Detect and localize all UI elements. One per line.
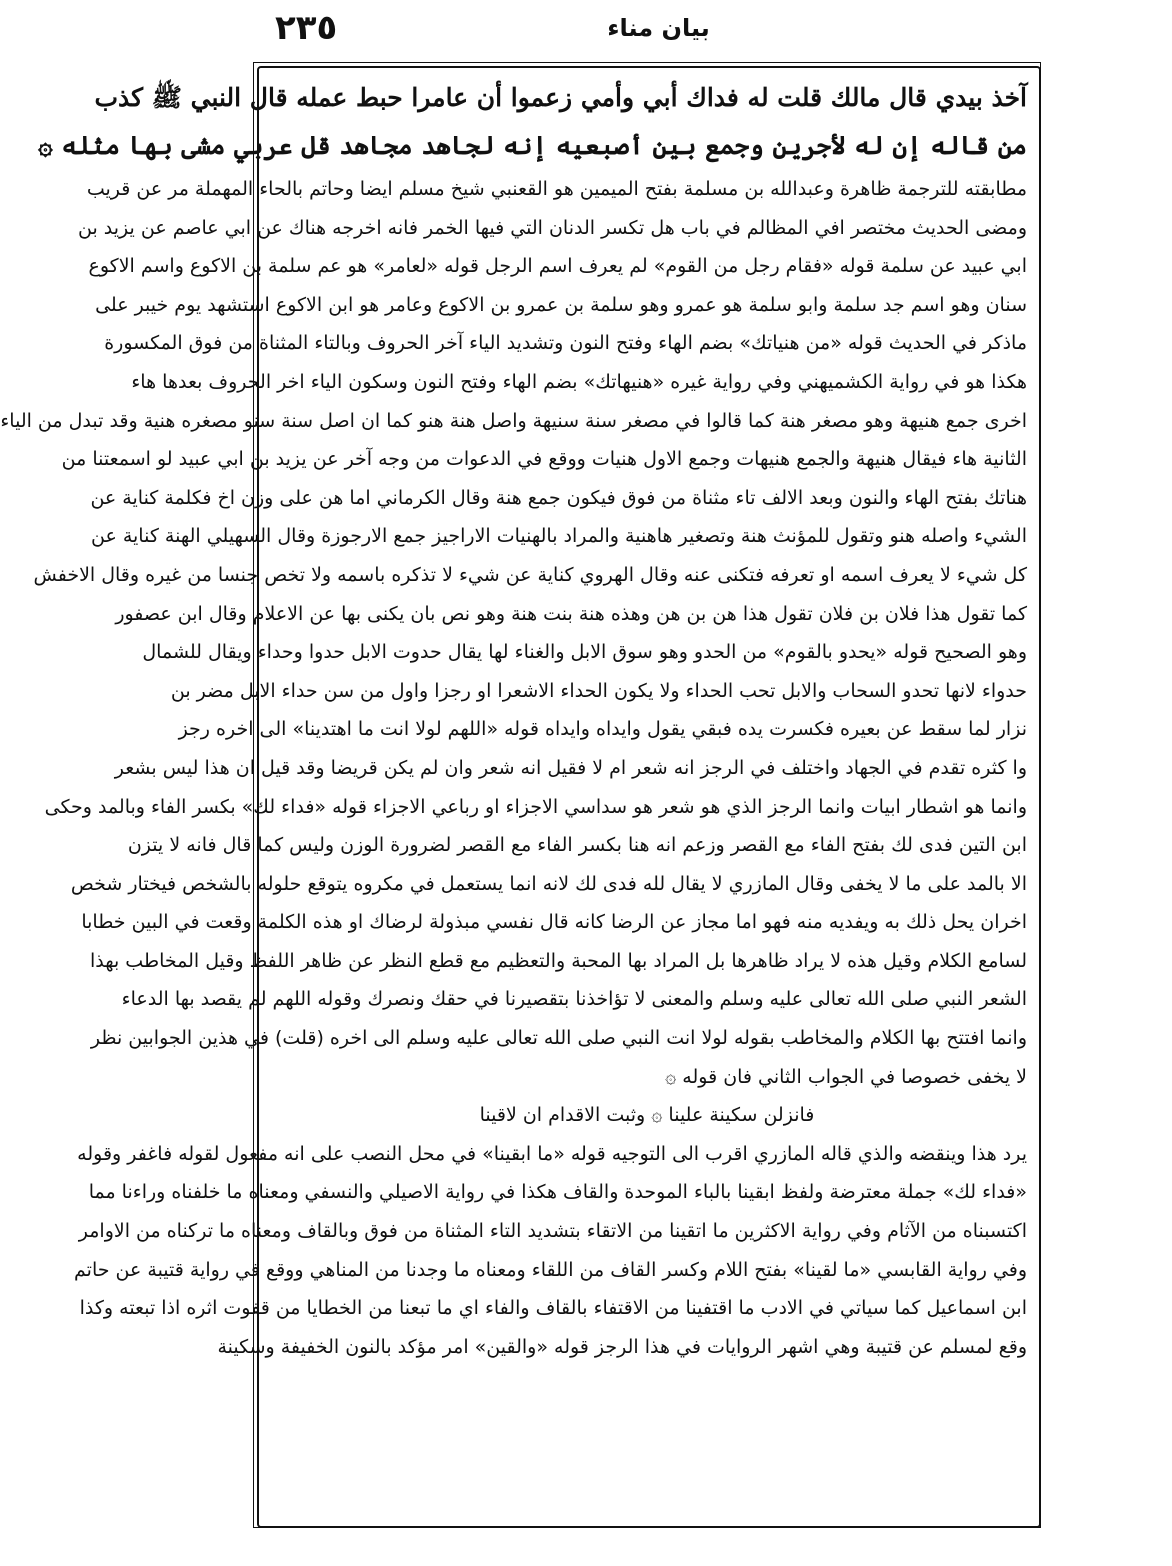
commentary-line: الا بالمد على ما لا يخفى وقال المازري لا يقال لله فدى لك لانه انما يستعمل في مكروه يتوقع حلوله بالشخص فيختار شخص	[70, 872, 1027, 895]
commentary-line: اكتسبناه من الآثام وفي رواية الاكثرين ما اتقينا من الاتقاء بتشديد التاء المثناة من فوق وبالقاف ومعناه ما تركناه من الاوامر	[78, 1220, 1027, 1243]
page-number: ٢٣٥	[275, 8, 338, 48]
commentary-line: ابن اسماعيل كما سياتي في الادب ما اقتفينا من الاقتفاء بالقاف والفاء اي ما تبعنا من الخطايا من قفوت اثره اذا تبعته وكذا	[79, 1297, 1027, 1320]
commentary-line: لا يخفى خصوصا في الجواب الثاني فان قوله ۞	[665, 1065, 1027, 1088]
commentary-line: نزار لما سقط عن بعيره فكسرت يده فبقي يقول وايداه وايداه قوله «اللهم لولا انت ما اهتدينا» الى اخره رجز	[178, 718, 1027, 741]
page-content	[0, 74, 1027, 1518]
verse-line: فانزلن سكينة علينا ۞ وثبت الاقدام ان لاقينا	[479, 1104, 815, 1127]
running-title: بيان مناء	[607, 14, 710, 42]
commentary-line: وقع لمسلم عن قتيبة وهي اشهر الروايات في هذا الرجز قوله «والقين» امر مؤكد بالنون الخفيفة وسكينة	[217, 1335, 1027, 1358]
commentary-line: ومضى الحديث مختصر افي المظالم في باب هل تكسر الدنان التي فيها الخمر فانه اخرجه هناك عن ابي عاصم عن يزيد بن	[78, 216, 1027, 239]
commentary-line: وانما افتتح بها الكلام والمخاطب بقوله لولا انت النبي صلى الله تعالى عليه وسلم الى اخره (قلت) في هذين الجوابين نظر	[90, 1027, 1027, 1050]
commentary-line: ابي عبيد عن سلمة قوله «فقام رجل من القوم» لم يعرف اسم الرجل قوله «لعامر» هو عم سلمة بن الاكوع واسم الاكوع	[88, 255, 1027, 278]
commentary-line: وفي رواية القابسي «ما لقينا» بفتح اللام وكسر القاف من اللقاء ومعناه ما وجدنا من المناهي ووقع في رواية قتيبة عن حاتم	[74, 1258, 1027, 1281]
hadith-line: من قاله إن له لأجرين وجمع بين أصبعيه إنه لجاهد مجاهد قل عربي مشى بها مثله ۞	[38, 131, 1027, 160]
commentary-continued	[74, 1135, 1027, 1367]
commentary-line: الثانية هاء فيقال هنيهة والجمع هنيهات وجمع الاول هنيات ووقع في الدعوات من وجه آخر عن يزيد بن ابي عبيد لو اسمعتنا من	[61, 448, 1027, 471]
commentary	[0, 170, 1027, 1096]
commentary-line: كل شيء لا يعرف اسمه او تعرفه فتكنى عنه وقال الهروي كناية عن شيء لا تذكره باسمه ولا تخص جنسا من غيره وقال الاخفش	[33, 563, 1027, 586]
commentary-line: وا كثره تقدم في الجهاد واختلف في الرجز انه شعر ام لا فقيل انه شعر وان لم يكن قريضا وقد قيل ان هذا ليس بشعر	[114, 756, 1027, 779]
commentary-line: اخرى جمع هنيهة وهو مصغر هنة كما قالوا في مصغر سنة سنيهة واصل هنة هنو كما ان اصل سنة سنو مصغره هنية وقد تبدل من الياء	[0, 409, 1027, 432]
hadith-line: آخذ بيدي قال مالك قلت له فداك أبي وأمي زعموا أن عامرا حبط عمله قال النبي ﷺ كذب	[94, 83, 1027, 112]
commentary-line: هناتك بفتح الهاء والنون وبعد الالف تاء مثناة من فوق فيكون جمع هنة وقال الكرماني اما هن على وزن اخ فكلمة كناية عن	[90, 486, 1027, 509]
commentary-line: كما تقول هذا فلان بن فلان تقول هذا هن بن هن وهذه هنة بنت هنة وهو نص بان يكنى بها عن الاعلام وقال ابن عصفور	[115, 602, 1027, 625]
hadith-text	[38, 74, 1027, 170]
commentary-line: لسامع الكلام وقيل هذه لا يراد ظاهرها بل المراد بها المحبة والتعظيم مع قطع النظر عن ظاهر اللفظ وقيل المخاطب بهذا	[89, 949, 1027, 972]
commentary-line: الشيء واصله هنو وتقول للمؤنث هنة وتصغير هاهنية والمراد بالهنيات الاراجيز جمع الارجوزة وقال السهيلي الهنة كناية عن	[90, 525, 1027, 548]
commentary-line: سنان وهو اسم جد سلمة وابو سلمة هو عمرو وهو سلمة بن عمرو بن الاكوع وعامر هو ابن الاكوع استشهد يوم خيبر على	[95, 293, 1027, 316]
commentary-line: ابن التين فدى لك بفتح الفاء مع القصر وزعم انه هنا بكسر الفاء مع القصر لضرورة الوزن وليس كما قال فانه لا يتزن	[127, 834, 1027, 857]
commentary-line: ماذكر في الحديث قوله «من هنياتك» بضم الهاء وفتح النون وتشديد الياء آخر الحروف وبالتاء المثناة من فوق المكسورة	[104, 332, 1027, 355]
commentary-line: حدواء لانها تحدو السحاب والابل تحب الحداء ولا يكون الحداء الاشعرا او رجزا واول من سن حداء الابل مضر بن	[170, 679, 1027, 702]
commentary-line: وهو الصحيح قوله «يحدو بالقوم» من الحدو وهو سوق الابل والغناء لها يقال حدوت الابل حدوا وحداء ويقال للشمال	[142, 641, 1027, 664]
commentary-line: وانما هو اشطار ابيات وانما الرجز الذي هو شعر هو سداسي الاجزاء او رباعي الاجزاء قوله «فداء لك» بكسر الفاء وبالمد وحكى	[44, 795, 1027, 818]
commentary-line: «فداء لك» جملة معترضة ولفظ ابقينا بالباء الموحدة والقاف هكذا في رواية الاصيلي والنسفي ومعناه ما خلفناه وراءنا مما	[88, 1181, 1027, 1204]
commentary-line: هكذا هو في رواية الكشميهني وفي رواية غيره «هنيهاتك» بضم الهاء وفتح النون وسكون الياء اخر الحروف بعدها هاء	[131, 370, 1027, 393]
commentary-line: اخران يحل ذلك به ويفديه منه فهو اما مجاز عن الرضا كانه قال نفسي مبذولة لرضاك او هذه الكلمة وقعت في البين خطابا	[81, 911, 1027, 934]
commentary-line: مطابقته للترجمة ظاهرة وعبدالله بن مسلمة بفتح الميمين هو القعنبي شيخ مسلم ايضا وحاتم بالحاء المهملة مر عن قريب	[86, 178, 1027, 200]
commentary-line: الشعر النبي صلى الله تعالى عليه وسلم والمعنى لا تؤاخذنا بتقصيرنا في حقك ونصرك وقوله اللهم لم يقصد بها الدعاء	[121, 988, 1027, 1011]
commentary-line: يرد هذا وينقضه والذي قاله المازري اقرب الى التوجيه قوله «ما ابقينا» في محل النصب على انه مفعول لقوله فاغفر وقوله	[77, 1142, 1027, 1165]
